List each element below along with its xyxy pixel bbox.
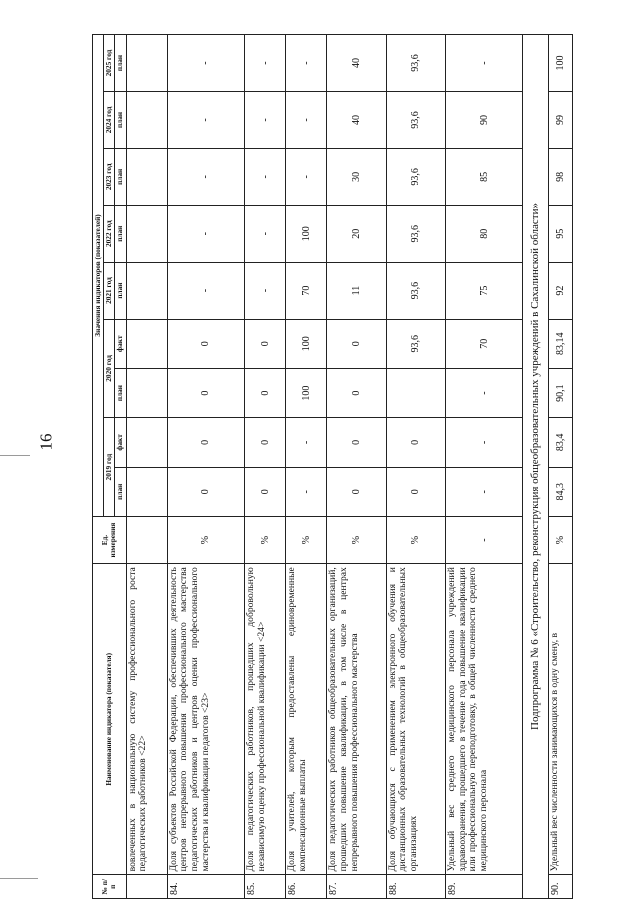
subprogram-title: Подпрограмма № 6 «Строительство, реконструкция общеобразовательных учреждений в Сахалинской области» (523, 35, 549, 899)
header-unit: Ед. измерения (93, 516, 127, 563)
header-subcol: факт (115, 418, 126, 467)
table-row (327, 35, 386, 899)
value-cell: 98 (549, 148, 573, 205)
indicator-name: Удельный вес численности занимающихся в одну смену, в (549, 564, 573, 875)
value-cell: 30 (327, 148, 386, 205)
value-cell (126, 92, 167, 149)
header-subcol: план (115, 148, 126, 205)
value-cell: 0 (245, 418, 286, 467)
header-subcol: факт (115, 319, 126, 368)
indicator-name: Доля педагогических работников общеобразовательных организаций, прошедших повышение квалификации, в том числе в центрах непрерывного повышения профессионального мастерства (327, 564, 386, 875)
row-number: 88. (386, 875, 445, 899)
row-number: 89. (445, 875, 522, 899)
value-cell: - (286, 35, 327, 92)
indicator-name: Удельный вес среднего медицинского персонала учреждений здравоохранения, прошедшего в течение года повышение квалификации или профессиональную переподготовку, в общей численности среднего медицинского персонала (445, 564, 522, 875)
header-subcol: план (115, 205, 126, 262)
value-cell: 93,6 (386, 148, 445, 205)
table-row (126, 35, 167, 899)
value-cell: 93,6 (386, 35, 445, 92)
row-number: 84. (167, 875, 244, 899)
value-cell: - (286, 418, 327, 467)
table-row (167, 35, 244, 899)
value-cell (126, 35, 167, 92)
value-cell: 80 (445, 205, 522, 262)
value-cell: 100 (286, 368, 327, 417)
indicator-name: Доля учителей, которым предоставлены единовременные компенсационные выплаты (286, 564, 327, 875)
table-rotated-wrapper (92, 34, 573, 899)
indicator-name: вовлеченных в национальную систему профессионального роста педагогических работников <22> (126, 564, 167, 875)
row-number: 85. (245, 875, 286, 899)
header-year: 2019 год (104, 418, 115, 517)
table-row (549, 35, 573, 899)
value-cell: 90 (445, 92, 522, 149)
value-cell: 100 (286, 319, 327, 368)
unit-cell (126, 516, 167, 563)
value-cell: 95 (549, 205, 573, 262)
header-subcol: план (115, 35, 126, 92)
value-cell: 70 (445, 319, 522, 368)
value-cell (126, 205, 167, 262)
value-cell: 0 (386, 467, 445, 516)
value-cell: 93,6 (386, 92, 445, 149)
value-cell: 0 (245, 319, 286, 368)
indicator-name: Доля обучающихся с применением электронного обучения и дистанционных образовательных технологий в общеобразовательных организациях (386, 564, 445, 875)
value-cell: 93,6 (386, 319, 445, 368)
scan-edge-line (0, 455, 30, 456)
header-year: 2024 год (104, 92, 115, 149)
unit-cell: % (549, 516, 573, 563)
table-row (445, 35, 522, 899)
table-row (286, 35, 327, 899)
value-cell (126, 148, 167, 205)
value-cell (126, 262, 167, 319)
value-cell: 0 (327, 368, 386, 417)
header-name: Наименование индикатора (показателя) (93, 564, 127, 875)
header-subcol: план (115, 368, 126, 417)
row-number: 87. (327, 875, 386, 899)
value-cell: 0 (245, 467, 286, 516)
value-cell: 20 (327, 205, 386, 262)
indicator-name: Доля педагогических работников, прошедших добровольную независимую оценку профессиональной квалификации <24> (245, 564, 286, 875)
value-cell: 99 (549, 92, 573, 149)
value-cell: 93,6 (386, 262, 445, 319)
value-cell: 85 (445, 148, 522, 205)
value-cell (126, 418, 167, 467)
value-cell: - (245, 148, 286, 205)
header-year: 2020 год (104, 319, 115, 418)
value-cell: - (245, 262, 286, 319)
value-cell: 100 (549, 35, 573, 92)
header-values: Значения индикаторов (показателей) (93, 35, 104, 517)
header-subcol: план (115, 92, 126, 149)
value-cell: - (167, 148, 244, 205)
value-cell: - (167, 205, 244, 262)
value-cell: - (167, 262, 244, 319)
row-number: 86. (286, 875, 327, 899)
value-cell: 0 (167, 418, 244, 467)
value-cell: 83,4 (549, 418, 573, 467)
unit-cell: % (245, 516, 286, 563)
indicator-name: Доля субъектов Российской Федерации, обеспечивших деятельность центров непрерывного повышения профессионального мастерства педагогических работников и центров оценки профессионального мастерства и квалификации педагогов <23> (167, 564, 244, 875)
subprogram-row (523, 35, 549, 899)
row-number: 90. (549, 875, 573, 899)
header-year: 2021 год (104, 262, 115, 319)
value-cell: 83,14 (549, 319, 573, 368)
value-cell: 11 (327, 262, 386, 319)
header-year: 2022 год (104, 205, 115, 262)
value-cell: 40 (327, 92, 386, 149)
unit-cell: % (167, 516, 244, 563)
header-year: 2025 год (104, 35, 115, 92)
table-row (386, 35, 445, 899)
value-cell: 100 (286, 205, 327, 262)
header-year: 2023 год (104, 148, 115, 205)
table-header (93, 35, 127, 899)
value-cell: 84,3 (549, 467, 573, 516)
value-cell (126, 467, 167, 516)
value-cell: - (167, 35, 244, 92)
header-num: № п/п (93, 875, 127, 899)
unit-cell: % (386, 516, 445, 563)
value-cell: - (245, 92, 286, 149)
indicator-table (92, 34, 573, 899)
value-cell: 0 (167, 467, 244, 516)
value-cell: - (445, 467, 522, 516)
value-cell: 92 (549, 262, 573, 319)
header-subcol: план (115, 467, 126, 516)
header-subcol: план (115, 262, 126, 319)
value-cell: - (286, 92, 327, 149)
table-row (245, 35, 286, 899)
value-cell: 70 (286, 262, 327, 319)
value-cell (126, 368, 167, 417)
value-cell: 40 (327, 35, 386, 92)
table-body (126, 35, 572, 899)
value-cell (126, 319, 167, 368)
value-cell: 0 (167, 319, 244, 368)
value-cell: - (445, 35, 522, 92)
value-cell (386, 368, 445, 417)
unit-cell: - (445, 516, 522, 563)
value-cell: - (286, 148, 327, 205)
value-cell: 0 (386, 418, 445, 467)
value-cell: 0 (327, 418, 386, 467)
row-number (126, 875, 167, 899)
scan-edge-line (0, 878, 38, 879)
value-cell: - (167, 92, 244, 149)
value-cell: 0 (327, 467, 386, 516)
value-cell: - (245, 35, 286, 92)
value-cell: 93,6 (386, 205, 445, 262)
value-cell: - (245, 205, 286, 262)
value-cell: - (445, 418, 522, 467)
value-cell: 0 (245, 368, 286, 417)
unit-cell: % (327, 516, 386, 563)
value-cell: 0 (327, 319, 386, 368)
value-cell: 75 (445, 262, 522, 319)
value-cell: - (286, 467, 327, 516)
value-cell: - (445, 368, 522, 417)
unit-cell: % (286, 516, 327, 563)
value-cell: 0 (167, 368, 244, 417)
page-number: 16 (36, 433, 56, 451)
value-cell: 90,1 (549, 368, 573, 417)
